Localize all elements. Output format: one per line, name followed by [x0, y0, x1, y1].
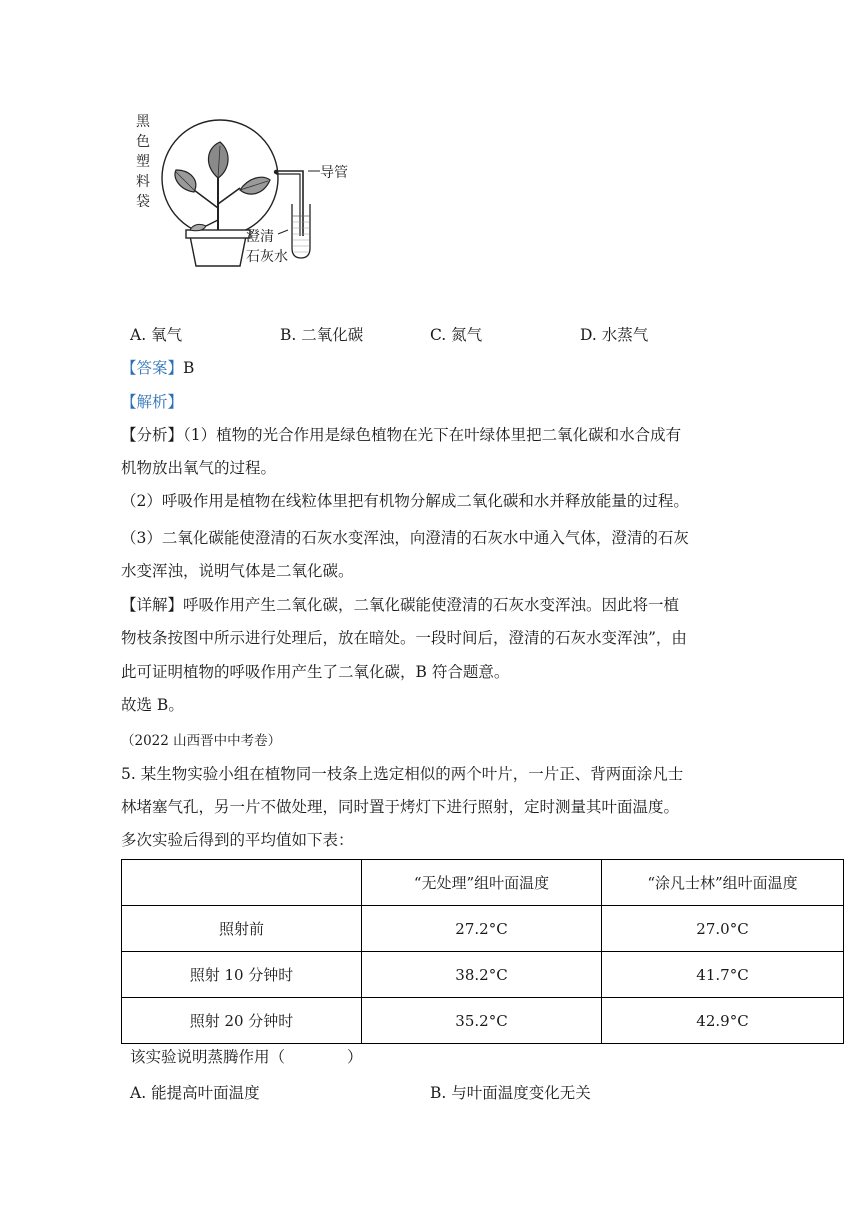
table-cell: 27.2°C: [362, 906, 602, 952]
limewater-label-1: 澄清: [246, 229, 274, 245]
option-c: C. 氮气: [430, 326, 483, 344]
option-b: B. 二氧化碳: [280, 326, 364, 344]
conclusion-line: 故选 B。: [121, 696, 184, 714]
table-cell: 41.7°C: [602, 952, 844, 998]
experiment-figure: [128, 108, 368, 273]
table-header-cell: “涂凡士林”组叶面温度: [602, 860, 844, 906]
table-header-row: [122, 860, 844, 906]
table-cell: 27.0°C: [602, 906, 844, 952]
question5-stem: 该实验说明蒸腾作用（ ）: [130, 1048, 363, 1066]
question5-line-2: 林堵塞气孔，另一片不做处理，同时置于烤灯下进行照射，定时测量其叶面温度。: [121, 798, 680, 816]
tube-label: 导管: [320, 165, 348, 181]
bag-label: 黑 色 塑 料 袋: [136, 114, 150, 210]
table-row: [122, 998, 844, 1044]
analysis-line-2: 机物放出氧气的过程。: [121, 459, 277, 477]
q5-option-a: A. 能提高叶面温度: [130, 1084, 260, 1102]
question5-line-1: 5. 某生物实验小组在植物同一枝条上选定相似的两个叶片，一片正、背两面涂凡士: [121, 765, 684, 783]
answer-label: 【答案】: [121, 359, 184, 377]
question5-line-3: 多次实验后得到的平均值如下表：: [121, 831, 354, 849]
source-note: （2022 山西晋中中考卷）: [121, 733, 282, 749]
detail-line-2: 物枝条按图中所示进行处理后，放在暗处。一段时间后，澄清的石灰水变浑浊”，由: [121, 629, 687, 647]
analysis-line-4: （3）二氧化碳能使澄清的石灰水变浑浊，向澄清的石灰水中通入气体，澄清的石灰: [121, 529, 689, 547]
option-d: D. 水蒸气: [580, 326, 649, 344]
table-cell: 42.9°C: [602, 998, 844, 1044]
answer-value: B: [183, 359, 195, 377]
q5-option-b: B. 与叶面温度变化无关: [430, 1084, 591, 1102]
analysis-line-3: （2）呼吸作用是植物在线粒体里把有机物分解成二氧化碳和水并释放能量的过程。: [121, 492, 689, 510]
table-header-cell: [122, 860, 362, 906]
option-a: A. 氧气: [130, 326, 183, 344]
table-cell: 35.2°C: [362, 998, 602, 1044]
table-cell: 照射 20 分钟时: [122, 998, 362, 1044]
limewater-label-2: 石灰水: [246, 249, 288, 265]
analysis-label: 【解析】: [121, 393, 184, 411]
table-row: [122, 952, 844, 998]
table-cell: 38.2°C: [362, 952, 602, 998]
analysis-line-5: 水变浑浊，说明气体是二氧化碳。: [121, 562, 354, 580]
detail-line-3: 此可证明植物的呼吸作用产生了二氧化碳，B 符合题意。: [121, 663, 510, 681]
table-row: [122, 906, 844, 952]
table-cell: 照射 10 分钟时: [122, 952, 362, 998]
answer-line: [121, 357, 194, 379]
temperature-table: [121, 859, 844, 1044]
table-header-cell: “无处理”组叶面温度: [362, 860, 602, 906]
analysis-line-1: 【分析】（1）植物的光合作用是绿色植物在光下在叶绿体里把二氧化碳和水合成有: [121, 426, 682, 444]
detail-line-1: 【详解】呼吸作用产生二氧化碳，二氧化碳能使澄清的石灰水变浑浊。因此将一植: [121, 596, 680, 614]
table-cell: 照射前: [122, 906, 362, 952]
